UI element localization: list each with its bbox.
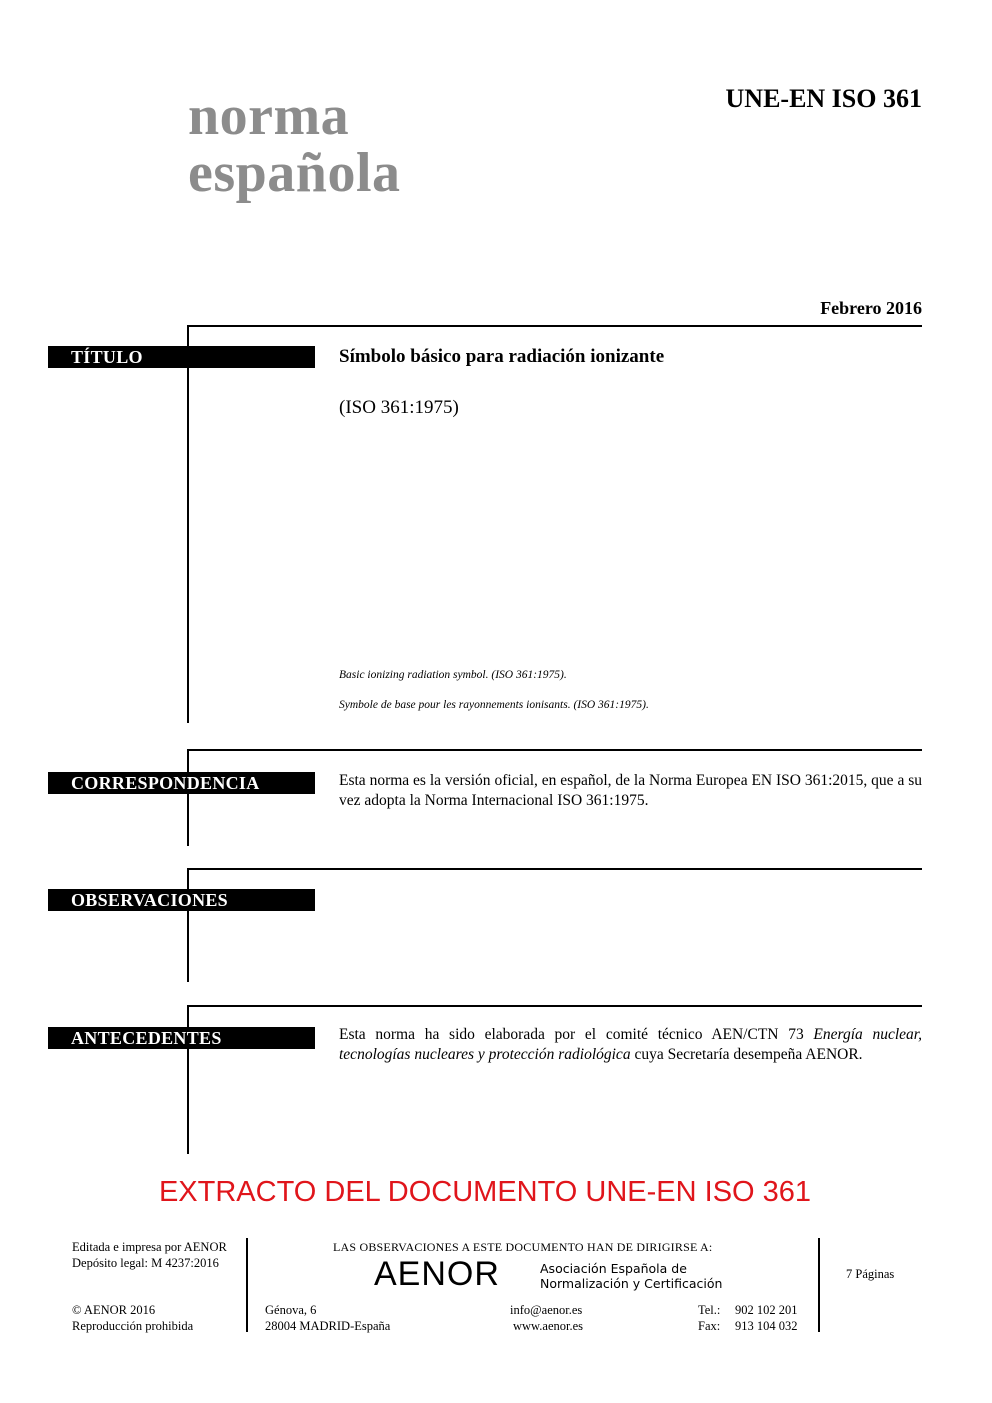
footer-fax: 913 104 032 [735, 1319, 798, 1333]
footer-website[interactable]: www.aenor.es [513, 1319, 584, 1333]
section-rule-observaciones [188, 868, 922, 870]
section-rule-titulo [188, 325, 922, 327]
antecedentes-text-part-1: Esta norma ha sido elaborada por el comité técnico AEN/CTN 73 [339, 1026, 814, 1043]
section-bar-observaciones [187, 868, 189, 982]
publication-date: Febrero 2016 [820, 298, 922, 318]
footer-edited-by: Editada e impresa por AENOR [72, 1240, 227, 1254]
section-rule-antecedentes [188, 1005, 922, 1007]
label-titulo: TÍTULO [48, 346, 315, 368]
footer-fax-label: Fax: [698, 1319, 721, 1333]
label-antecedentes: ANTECEDENTES [48, 1027, 315, 1049]
extract-notice: EXTRACTO DEL DOCUMENTO UNE-EN ISO 361 [158, 1176, 812, 1208]
document-title: Símbolo básico para radiación ionizante [339, 346, 665, 367]
section-bar-correspondencia [187, 749, 189, 846]
footer-reproduction: Reproducción prohibida [72, 1319, 194, 1333]
standard-code: UNE-EN ISO 361 [725, 84, 922, 113]
aenor-full-name [540, 1261, 722, 1291]
antecedentes-committee-name: Energía nuclear, tecnologías nucleares y protección radiológica [339, 1026, 922, 1063]
brand-line-2: española [188, 142, 401, 204]
document-title-reference: (ISO 361:1975) [339, 397, 459, 418]
aenor-logo: AENOR [374, 1255, 500, 1293]
footer-observations-notice: LAS OBSERVACIONES A ESTE DOCUMENTO HAN DE DIRIGIRSE A: [333, 1240, 713, 1254]
footer-email[interactable]: info@aenor.es [510, 1303, 583, 1317]
brand-line-1: norma [188, 85, 350, 147]
footer-legal-deposit: Depósito legal: M 4237:2016 [72, 1256, 219, 1270]
footer-tel: 902 102 201 [735, 1303, 798, 1317]
title-english: Basic ionizing radiation symbol. (ISO 361:1975). [339, 669, 567, 681]
footer-divider-left [246, 1238, 248, 1332]
section-bar-titulo [187, 325, 189, 723]
section-rule-correspondencia [188, 749, 922, 751]
aenor-name-line-1: Asociación Española de [540, 1261, 687, 1276]
footer-tel-label: Tel.: [698, 1303, 721, 1317]
footer-address-line-1: Génova, 6 [265, 1303, 317, 1317]
correspondencia-text: Esta norma es la versión oficial, en español, de la Norma Europea EN ISO 361:2015, que a su vez adopta la Norma Internacional ISO 361:1975. [339, 772, 922, 809]
title-french: Symbole de base pour les rayonnements ionisants. (ISO 361:1975). [339, 699, 649, 711]
footer-address-line-2: 28004 MADRID-España [265, 1319, 391, 1333]
footer-divider-right [818, 1238, 820, 1332]
label-observaciones: OBSERVACIONES [48, 889, 315, 911]
aenor-name-line-2: Normalización y Certificación [540, 1276, 723, 1291]
antecedentes-text-part-2: cuya Secretaría desempeña AENOR. [630, 1046, 863, 1063]
label-correspondencia: CORRESPONDENCIA [48, 772, 315, 794]
antecedentes-text [339, 1025, 922, 1065]
footer-page-count: 7 Páginas [846, 1267, 895, 1281]
footer-copyright: © AENOR 2016 [72, 1303, 156, 1317]
